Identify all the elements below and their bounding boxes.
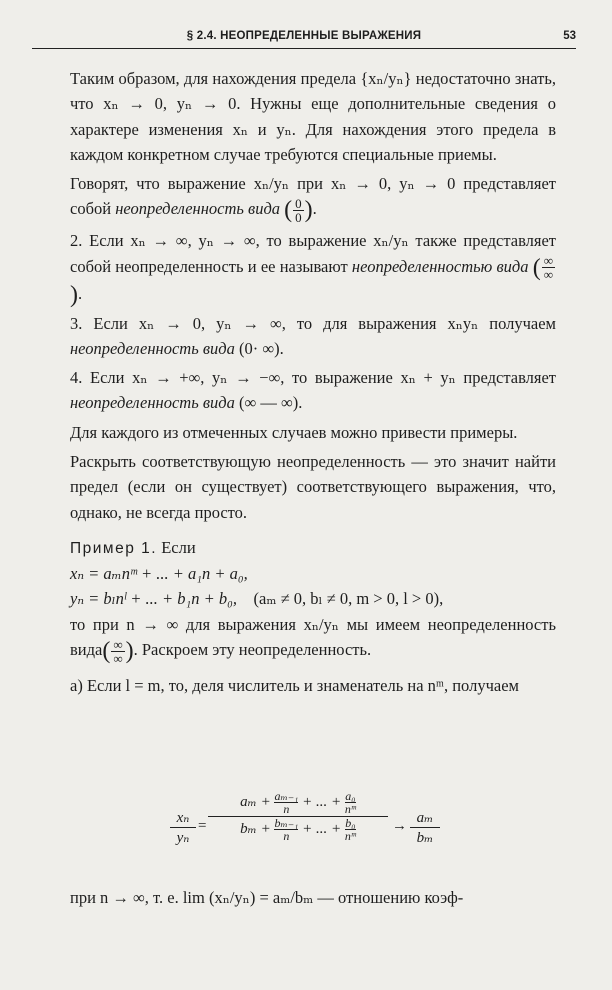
example-heading: Пример 1. [70,539,158,557]
paragraph-4: 3. Если xₙ → 0, yₙ → ∞, то для выражения xₙyₙ получаем неопределенность вида (0· ∞). [70,313,556,358]
main-numerator: aₘ + $\frac{\text{aₘ₋₁}}{n}$ + ... + $\frac{\text{a₀}}{\text{nᵐ}}$ [208,790,388,817]
paragraph-2: Говорят, что выражение xₙ/yₙ при xₙ → 0, yₙ → 0 представляет собой неопределенность вида ( $\frac{0}{0}$ ). [70,174,556,226]
lhs-fraction: xₙ yₙ [170,808,196,847]
running-header [32,28,576,49]
section-title: § 2.4. НЕОПРЕДЕЛЕННЫЕ ВЫРАЖЕНИЯ [186,30,422,42]
formula-x: xₙ = aₘnᵐ + ... + a₁n + a₀, [70,564,248,584]
text-body [70,66,556,698]
paragraph-6: Для каждого из отмеченных случаев можно привести примеры. [70,422,518,442]
last-line: при n → ∞, т. е. lim (xₙ/yₙ) = aₘ/bₘ — отношению коэф- [70,888,464,907]
display-formula: xₙ yₙ = aₘ + $\frac{\text{aₘ₋₁}}{n}$ + ... + $\frac{\text{a₀}}{\text{nᵐ}}$ bₘ + $\frac{\text{bₘ₋₁}}{n}$ + ... + $\frac{\text{b₀}}{\text{nᵐ}}$ → aₘ bₘ [170,790,440,870]
rhs-fraction: aₘ bₘ [410,808,440,847]
main-denominator: bₘ + $\frac{\text{bₘ₋₁}}{n}$ + ... + $\frac{\text{b₀}}{\text{nᵐ}}$ [240,816,356,843]
paragraph-9: а) Если l = m, то, деля числитель и знаменатель на nᵐ, получаем [70,675,519,695]
term-0-inf: неопределенность вида [70,338,235,358]
paragraph-1: Таким образом, для нахождения предела {xₙ/yₙ} недостаточно знать, что xₙ → 0, yₙ → 0. Нужны еще дополнительные сведения о характере изменения xₙ и yₙ. Для нахождения этого предела в каждом конкретном случае требуются специальные приемы. [70,69,556,164]
paragraph-3: 2. Если xₙ → ∞, yₙ → ∞, то выражение xₙ/yₙ также представляет собой неопределенность и ее называют неопределенностью вида ( $\frac{\infty}{\infty}$ ). [70,231,556,309]
fraction-0-0: $\frac{0}{0}$ [295,196,302,226]
term-00: неопределенность вида [115,199,281,219]
formula-y: yₙ = bₗnˡ + ... + b₁n + b₀, (aₘ ≠ 0, bₗ ≠ 0, m > 0, l > 0), [70,589,444,609]
page-number: 53 [563,30,576,42]
paragraph-7: Раскрыть соответствующую неопределенность — это значит найти предел (если он существует) соответствующего выражения, что, однако, не всегда просто. [70,452,556,522]
example-1: Пример 1. Если [70,537,196,557]
paragraph-5: 4. Если xₙ → +∞, yₙ → −∞, то выражение xₙ + yₙ представляет неопределенность вида (∞ — ∞). [70,368,556,413]
fraction-inf-inf-2: $\frac{\infty}{\infty}$ [113,636,123,666]
paragraph-8: то при n → ∞ для выражения xₙ/yₙ мы имеем неопределенность вида( $\frac{\infty}{\infty}$ ). Раскроем эту неопределенность. [70,614,556,666]
fraction-inf-inf: $\frac{\infty}{\infty}$ [543,253,554,283]
limit-arrow: → [392,818,407,834]
term-inf-inf: неопределенностью вида [351,256,529,276]
term-inf-minus-inf: неопределенность вида [70,393,235,413]
main-fraction [208,790,388,842]
